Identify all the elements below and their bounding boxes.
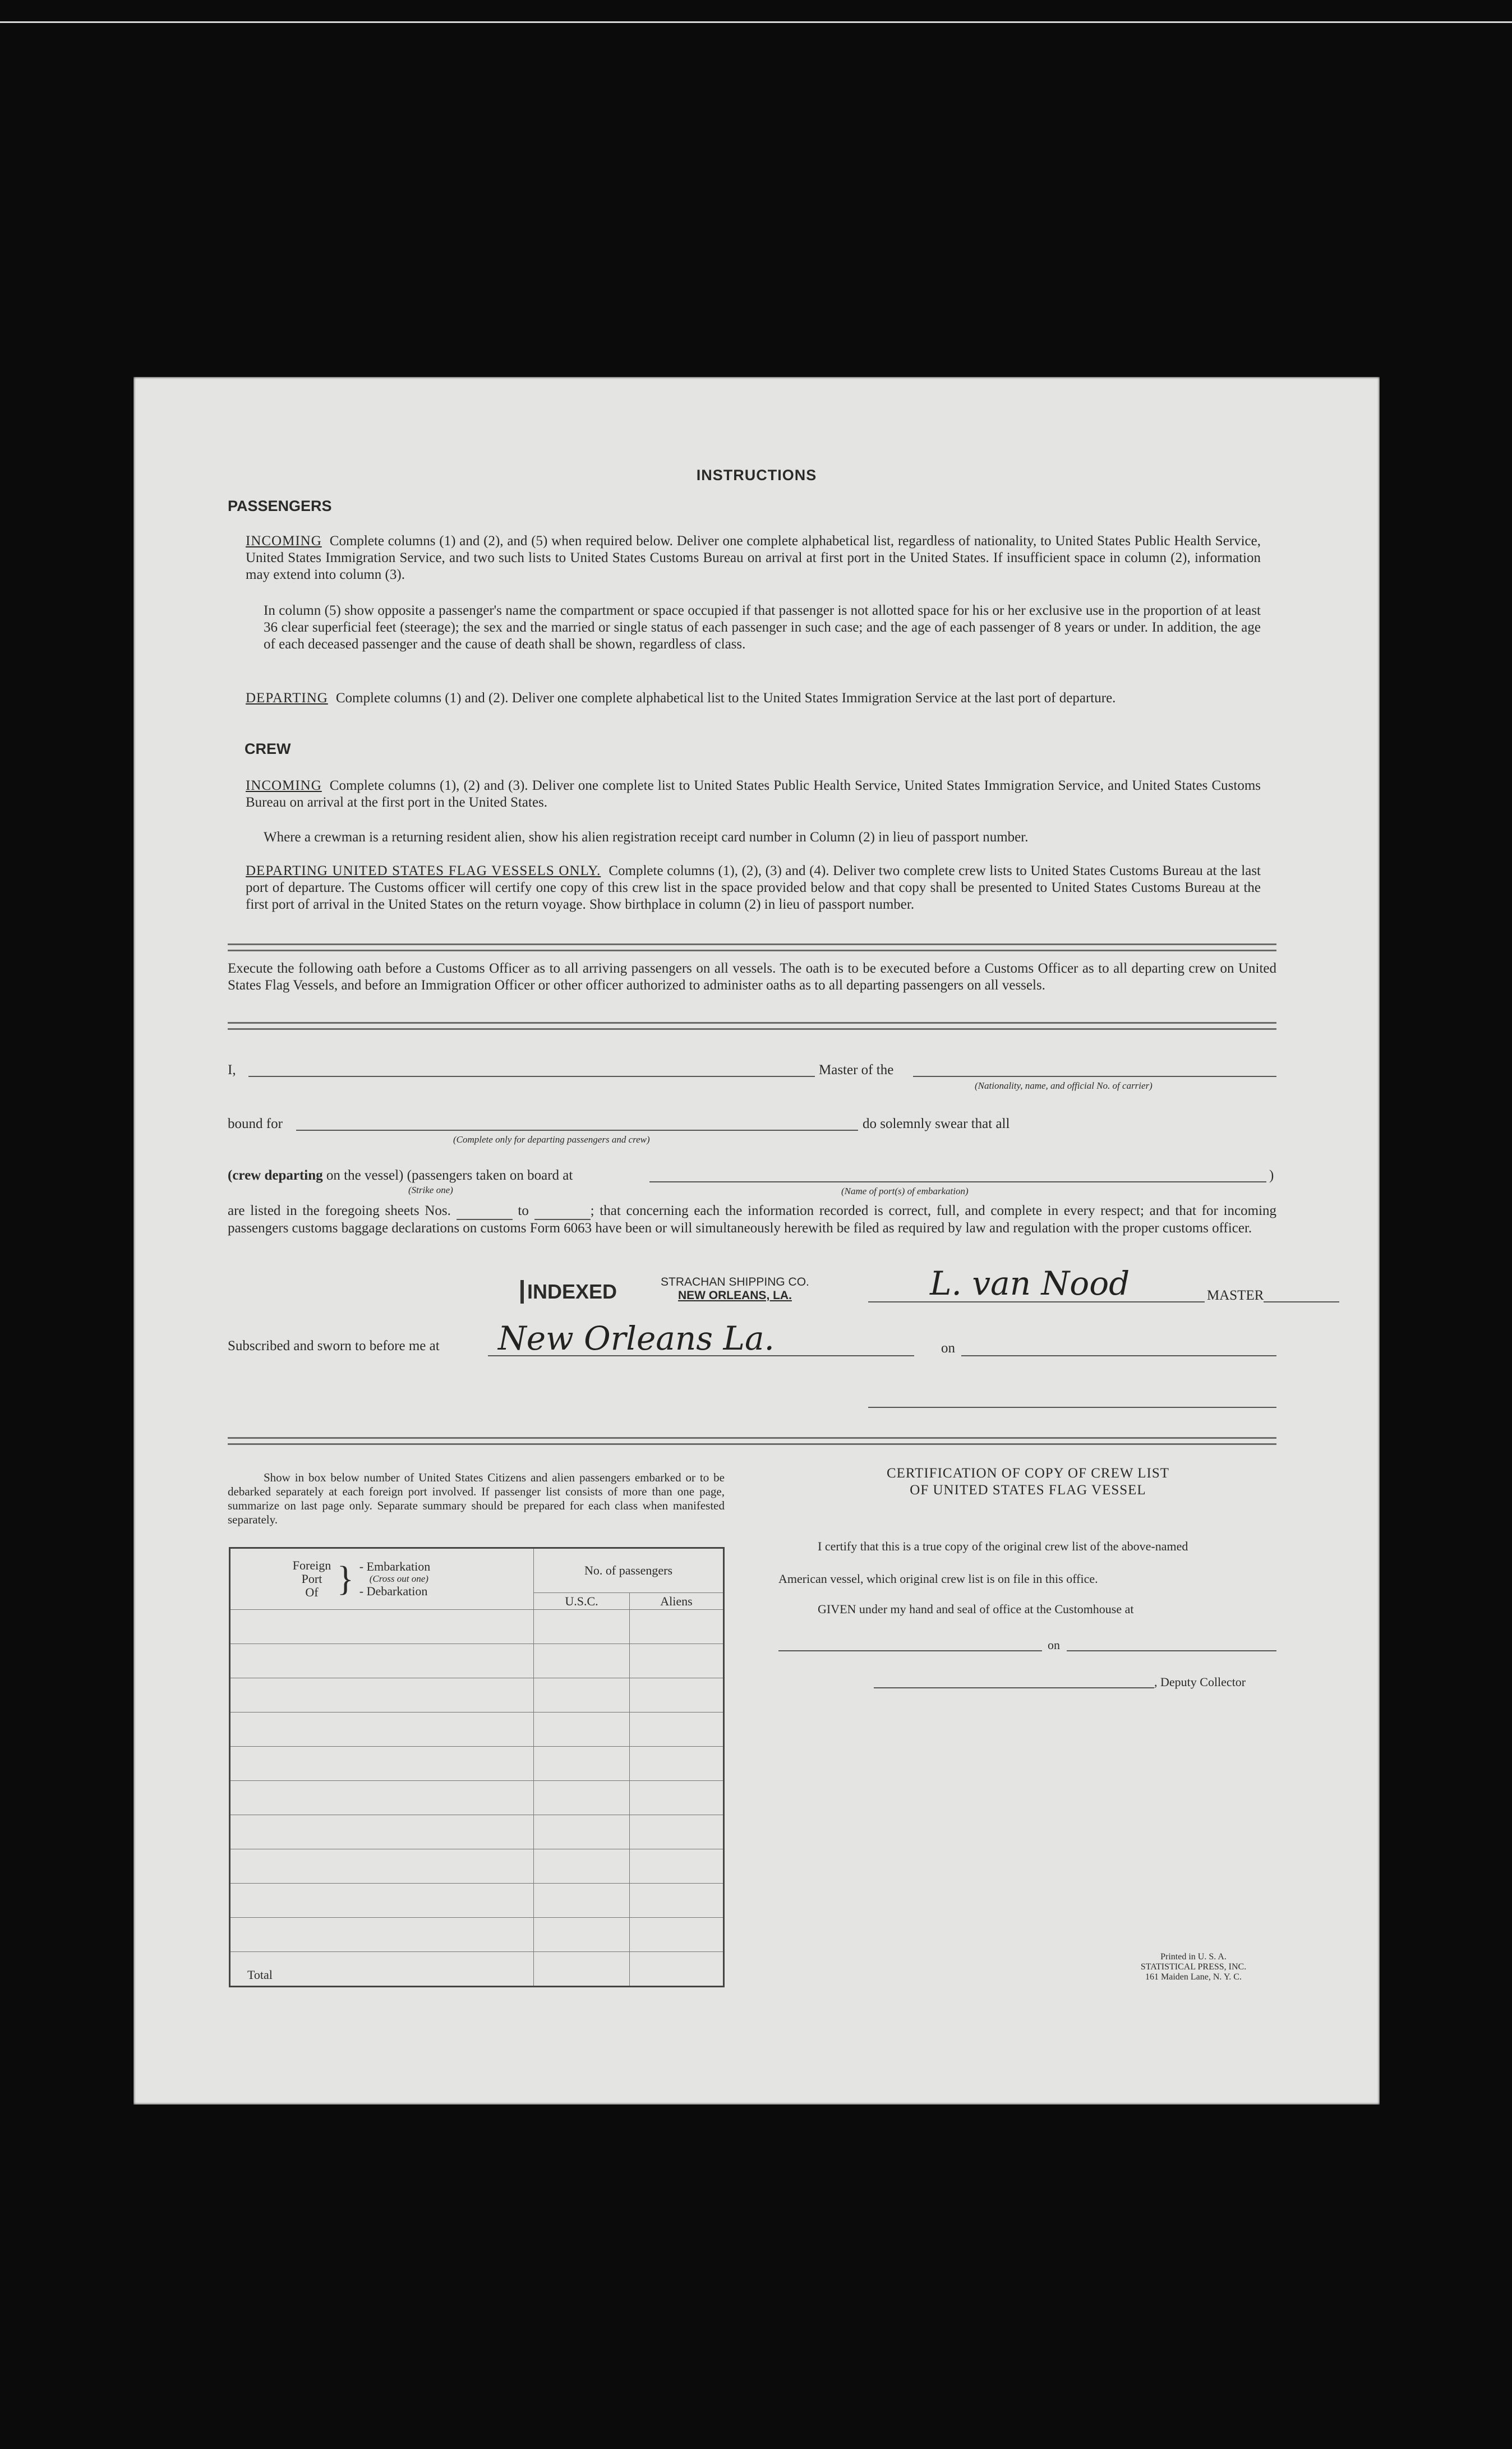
printer-line1: Printed in U. S. A. — [1160, 1952, 1227, 1962]
bound-for-line[interactable] — [296, 1130, 858, 1131]
crew-heading: CREW — [245, 740, 291, 757]
aliens-cell[interactable] — [630, 1849, 724, 1884]
table-row[interactable] — [230, 1849, 534, 1884]
table-row[interactable] — [230, 1713, 534, 1747]
usc-cell[interactable] — [534, 1918, 630, 1952]
printer-line2: STATISTICAL PRESS, INC. — [1140, 1962, 1247, 1972]
aliens-cell[interactable] — [630, 1747, 724, 1781]
form-sheet — [133, 377, 1380, 2105]
aliens-header: Aliens — [630, 1593, 724, 1610]
crew-incoming-text: Complete columns (1), (2) and (3). Deliver one complete list to United States Public Health Service, United States Immigration Service, and United States Customs Bureau on arrival at the first port in the United States. — [246, 778, 1261, 810]
box-instructions: Show in box below number of United States Citizens and alien passengers embarked or to be debarked separately at each foreign port involved. If passenger list consists of more than one page, summarize on last page only. Separate summary should be prepared for each class when manifested separately. — [228, 1471, 725, 1526]
master-name-line[interactable] — [248, 1076, 815, 1077]
of-label: Of — [305, 1585, 319, 1599]
total-label: Total — [230, 1952, 534, 1987]
table-row[interactable] — [230, 1918, 534, 1952]
crew-incoming-label: INCOMING — [246, 778, 322, 793]
cross-out-label: (Cross out one) — [369, 1573, 428, 1584]
sworn-on-label: on — [941, 1341, 955, 1356]
sworn-date-line[interactable] — [961, 1355, 1276, 1356]
company-stamp-line1: STRACHAN SHIPPING CO. — [661, 1276, 809, 1288]
aliens-cell[interactable] — [630, 1815, 724, 1849]
listed-text-a: are listed in the foregoing sheets Nos. — [228, 1203, 451, 1218]
indexed-stamp: INDEXED — [520, 1280, 617, 1304]
crew-departing-paragraph — [246, 863, 1261, 913]
master-signature: L. van Nood — [930, 1264, 1130, 1302]
certification-title-line1: CERTIFICATION OF COPY OF CREW LIST — [886, 1466, 1170, 1481]
brace-glyph: } — [337, 1560, 354, 1598]
embarkation-label: - Embarkation — [359, 1559, 431, 1573]
double-rule-1 — [228, 943, 1276, 951]
passengers-departing-paragraph — [246, 690, 1261, 707]
embarkation-port-line[interactable] — [649, 1181, 1266, 1182]
port-name-note: (Name of port(s) of embarkation) — [841, 1186, 969, 1196]
listed-text-b: ; that concerning each the information recorded is correct, full, and complete in every respect; and that for incoming passengers customs baggage declarations on customs Form 6063 have been or will simultaneously herewith be filed as required by law and regulation with the proper customs officer. — [228, 1203, 1277, 1236]
passengers-incoming-label: INCOMING — [246, 533, 322, 549]
aliens-cell[interactable] — [630, 1610, 724, 1644]
usc-cell[interactable] — [534, 1678, 630, 1713]
usc-header: U.S.C. — [534, 1593, 630, 1610]
foreign-label: Foreign — [292, 1558, 331, 1572]
aliens-cell[interactable] — [630, 1884, 724, 1918]
oath-intro-paragraph: Execute the following oath before a Customs Officer as to all arriving passengers on all vessels. The oath is to be executed before a Customs Officer as to all departing crew on United States Flag Vessels, and before an Immigration Officer or other officer authorized to administer oaths as to all departing passengers on all vessels. — [228, 961, 1276, 993]
close-paren: ) — [1269, 1168, 1274, 1183]
total-aliens-cell[interactable] — [630, 1952, 724, 1987]
table-row[interactable] — [230, 1884, 534, 1918]
port-header-cell — [230, 1548, 534, 1610]
customhouse-line[interactable] — [778, 1650, 1042, 1651]
officer-signature-line[interactable] — [868, 1407, 1276, 1408]
certification-title-line2: OF UNITED STATES FLAG VESSEL — [910, 1483, 1146, 1498]
usc-cell[interactable] — [534, 1781, 630, 1815]
nationality-note: (Nationality, name, and official No. of carrier) — [975, 1080, 1153, 1091]
strike-one-note: (Strike one) — [408, 1185, 453, 1195]
usc-cell[interactable] — [534, 1849, 630, 1884]
table-row[interactable] — [230, 1644, 534, 1678]
debarkation-label: - Debarkation — [359, 1584, 428, 1598]
on-vessel-label: on the vessel) (passengers taken on board at — [326, 1168, 573, 1183]
table-row[interactable] — [230, 1781, 534, 1815]
aliens-cell[interactable] — [630, 1678, 724, 1713]
sworn-place-handwritten: New Orleans La. — [498, 1319, 775, 1357]
crew-departing-label-bold: (crew departing — [228, 1168, 323, 1183]
oath-listed-paragraph — [228, 1203, 1276, 1236]
bound-for-label: bound for — [228, 1116, 283, 1131]
table-row[interactable] — [230, 1610, 534, 1644]
passengers-heading: PASSENGERS — [228, 498, 332, 514]
usc-cell[interactable] — [534, 1815, 630, 1849]
carrier-line[interactable] — [913, 1076, 1276, 1077]
given-line: GIVEN under my hand and seal of office at the Customhouse at — [818, 1602, 1134, 1616]
passengers-incoming-text: Complete columns (1) and (2), and (5) when required below. Deliver one complete alphabetical list, regardless of nationality, to United States Public Health Service, United States Immigration Service, and two such lists to United States Customs Bureau on arrival at first port in the United States. If insufficient space in column (2), information may extend into column (3). — [246, 533, 1261, 582]
oath-i-label: I, — [228, 1062, 236, 1078]
total-usc-cell[interactable] — [534, 1952, 630, 1987]
crew-passengers-line — [228, 1168, 573, 1184]
sheet-to-line[interactable] — [534, 1203, 591, 1220]
port-label: Port — [301, 1572, 322, 1586]
company-stamp-line2: NEW ORLEANS, LA. — [677, 1289, 792, 1302]
passengers-departing-text: Complete columns (1) and (2). Deliver one complete alphabetical list to the United States Immigration Service at the last port of departure. — [335, 690, 1116, 706]
aliens-cell[interactable] — [630, 1918, 724, 1952]
table-row[interactable] — [230, 1747, 534, 1781]
sheet-from-line[interactable] — [457, 1203, 513, 1220]
complete-only-note: (Complete only for departing passengers and crew) — [453, 1134, 650, 1145]
usc-cell[interactable] — [534, 1610, 630, 1644]
usc-cell[interactable] — [534, 1884, 630, 1918]
printer-line3: 161 Maiden Lane, N. Y. C. — [1145, 1972, 1242, 1982]
to-label: to — [518, 1203, 529, 1218]
no-of-passengers-header: No. of passengers — [534, 1548, 724, 1593]
passengers-departing-label: DEPARTING — [246, 690, 328, 706]
scan-top-border — [0, 21, 1512, 23]
table-row[interactable] — [230, 1815, 534, 1849]
usc-cell[interactable] — [534, 1713, 630, 1747]
deputy-collector-line[interactable] — [874, 1687, 1154, 1688]
master-label: MASTER — [1205, 1288, 1264, 1304]
usc-cell[interactable] — [534, 1644, 630, 1678]
passengers-incoming-paragraph — [246, 533, 1261, 583]
deputy-collector-label: , Deputy Collector — [1154, 1675, 1246, 1689]
double-rule-2 — [228, 1022, 1276, 1030]
sworn-label: Subscribed and sworn to before me at — [228, 1338, 440, 1354]
swear-label: do solemnly swear that all — [863, 1116, 1010, 1131]
certify-line: I certify that this is a true copy of the original crew list of the above-named — [818, 1539, 1188, 1553]
crew-incoming-paragraph — [246, 777, 1261, 811]
company-stamp — [661, 1276, 809, 1302]
certification-on-label: on — [1048, 1638, 1060, 1652]
double-rule-3 — [228, 1437, 1276, 1445]
crew-departing-text: Complete columns (1), (2), (3) and (4). Deliver two complete crew lists to United States Customs Bureau at the last port of departure. The Customs officer will certify one copy of this crew list in the space provided below and that copy shall be presented to United States Customs Bureau at the first port of arrival in the United States on the return voyage. Show birthplace in column (2) in lieu of passport number. — [246, 863, 1261, 912]
usc-cell[interactable] — [534, 1747, 630, 1781]
page-title: INSTRUCTIONS — [696, 467, 817, 484]
certification-date-line[interactable] — [1067, 1650, 1276, 1651]
crew-resident-paragraph: Where a crewman is a returning resident alien, show his alien registration receipt card number in Column (2) in lieu of passport number. — [264, 830, 1029, 845]
certification-title — [778, 1465, 1278, 1499]
american-vessel-line: American vessel, which original crew list is on file in this office. — [778, 1572, 1098, 1586]
aliens-cell[interactable] — [630, 1713, 724, 1747]
signature-line[interactable] — [868, 1301, 1339, 1302]
printer-imprint — [1104, 1952, 1283, 1982]
passenger-summary-table — [229, 1547, 725, 1987]
passengers-column5-paragraph: In column (5) show opposite a passenger's name the compartment or space occupied if that passenger is not allotted space for his or her exclusive use in the proportion of at least 36 clear superficial feet (steerage); the sex and the married or single status of each passenger in such case; and the age of each passenger of 8 years or under. In addition, the age of each deceased passenger and the cause of death shall be shown, regardless of class. — [264, 603, 1261, 652]
master-of-the-label: Master of the — [819, 1062, 894, 1078]
crew-departing-label: DEPARTING UNITED STATES FLAG VESSELS ONLY. — [246, 863, 601, 878]
aliens-cell[interactable] — [630, 1644, 724, 1678]
aliens-cell[interactable] — [630, 1781, 724, 1815]
table-row[interactable] — [230, 1678, 534, 1713]
